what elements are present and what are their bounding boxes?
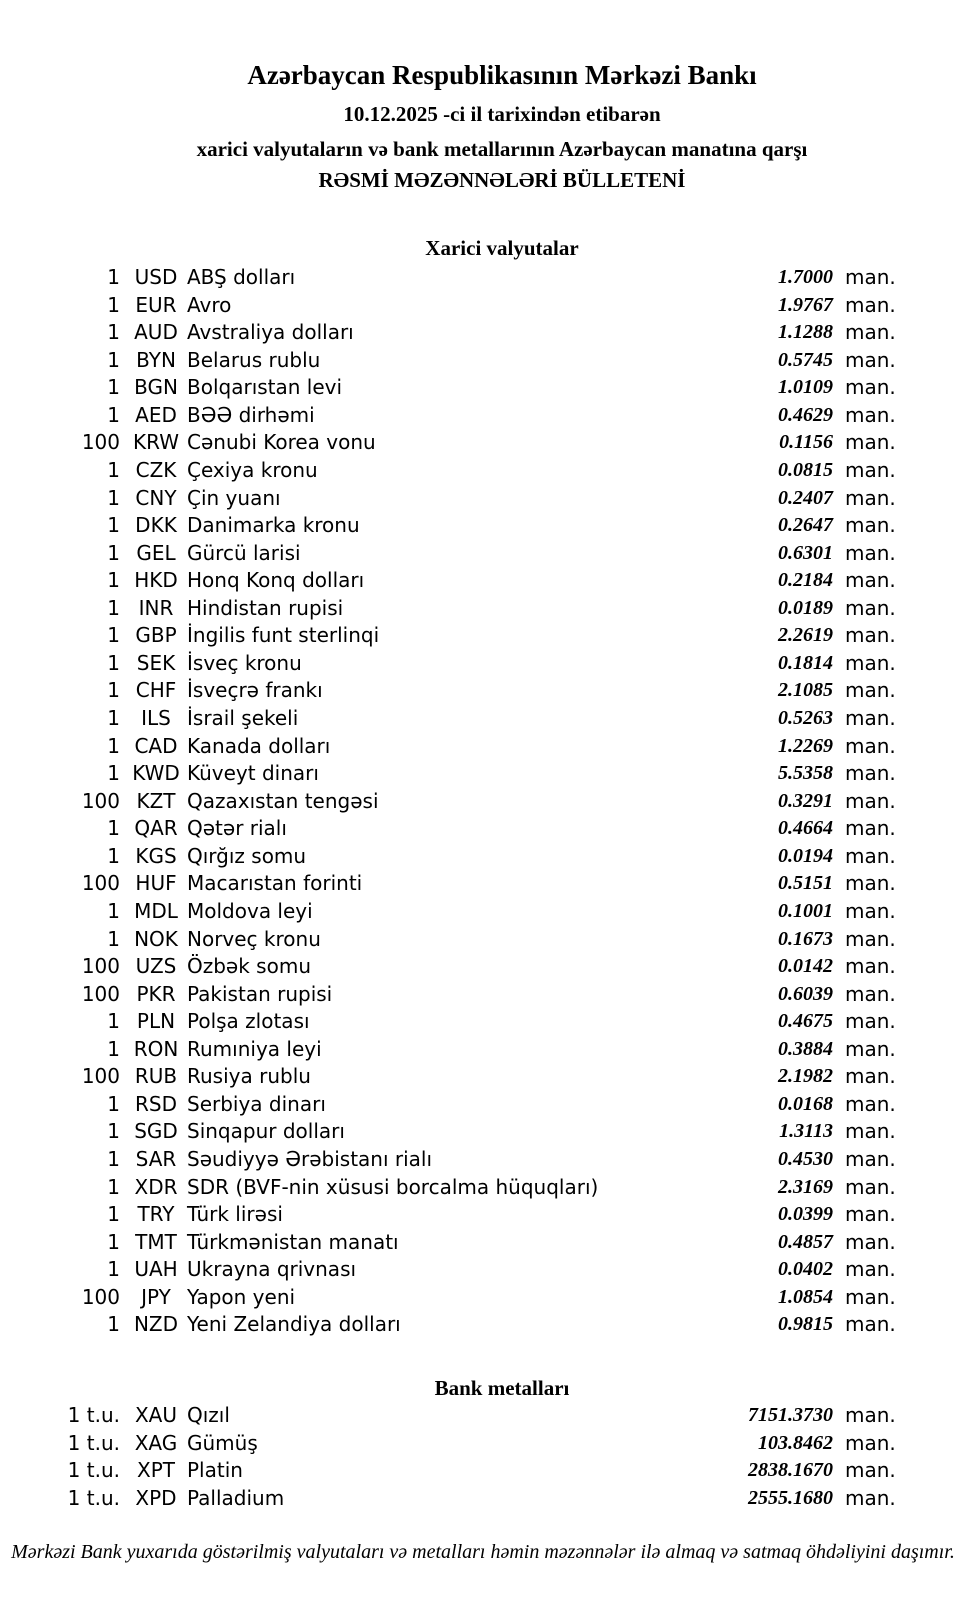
rate-value: 0.2647 bbox=[778, 514, 833, 537]
quantity-value: 100 bbox=[81, 1064, 120, 1089]
manat-unit-label: man. bbox=[845, 926, 896, 951]
currency-name: Yapon yeni bbox=[187, 1284, 296, 1309]
manat-unit-label: man. bbox=[845, 1312, 896, 1337]
rate-value: 0.4857 bbox=[778, 1230, 833, 1253]
quantity-value: 1 bbox=[107, 1174, 120, 1199]
currency-code: KRW bbox=[133, 430, 179, 455]
rate-value: 2.1085 bbox=[778, 679, 833, 702]
currency-code: EUR bbox=[135, 292, 177, 317]
currency-code: XAG bbox=[134, 1430, 178, 1455]
currency-code: XDR bbox=[134, 1174, 178, 1199]
currency-name: Qətər rialı bbox=[187, 816, 287, 841]
rate-value: 0.0815 bbox=[778, 458, 833, 481]
currencies-section-heading: Xarici valyutalar bbox=[425, 236, 579, 260]
currency-name: Honq Konq dolları bbox=[187, 568, 365, 593]
table-row bbox=[0, 1457, 966, 1485]
currency-code: BYN bbox=[136, 347, 176, 372]
currency-name: Gümüş bbox=[187, 1430, 258, 1455]
currency-name: Küveyt dinarı bbox=[187, 761, 319, 786]
currency-name: Çexiya kronu bbox=[187, 457, 318, 482]
currency-name: Cənubi Korea vonu bbox=[187, 430, 376, 455]
quantity-value: 100 bbox=[81, 981, 120, 1006]
rate-value: 0.0189 bbox=[778, 596, 833, 619]
rate-value: 0.0399 bbox=[778, 1203, 833, 1226]
quantity-value: 1 bbox=[107, 843, 120, 868]
currency-name: Qızıl bbox=[187, 1403, 230, 1427]
table-row bbox=[0, 677, 966, 705]
manat-unit-label: man. bbox=[845, 1458, 896, 1482]
table-row bbox=[0, 650, 966, 678]
rate-value: 0.1673 bbox=[778, 927, 833, 950]
quantity-value: 1 t.u. bbox=[67, 1458, 120, 1482]
rate-value: 2.3169 bbox=[778, 1175, 833, 1198]
manat-unit-label: man. bbox=[845, 1147, 896, 1171]
rate-value: 0.3884 bbox=[778, 1037, 833, 1060]
manat-unit-label: man. bbox=[845, 898, 896, 923]
currency-code: TRY bbox=[137, 1202, 175, 1227]
manat-unit-label: man. bbox=[845, 843, 896, 868]
table-row bbox=[0, 1430, 966, 1458]
quantity-value: 1 bbox=[107, 733, 120, 758]
currency-name: Bolqarıstan levi bbox=[187, 375, 343, 400]
manat-unit-label: man. bbox=[845, 1257, 896, 1282]
quantity-value: 1 bbox=[107, 485, 120, 510]
quantity-value: 1 bbox=[107, 926, 120, 951]
rate-value: 2838.1670 bbox=[748, 1459, 833, 1481]
manat-unit-label: man. bbox=[845, 1485, 896, 1510]
manat-unit-label: man. bbox=[845, 513, 896, 538]
quantity-value: 1 bbox=[107, 1119, 120, 1144]
currency-name: Pakistan rupisi bbox=[187, 981, 333, 1006]
currency-name: İngilis funt sterlinqi bbox=[187, 623, 380, 648]
manat-unit-label: man. bbox=[845, 678, 896, 703]
manat-unit-label: man. bbox=[845, 788, 896, 813]
currency-code: TMT bbox=[135, 1229, 177, 1254]
currency-code: NOK bbox=[134, 926, 178, 951]
table-row bbox=[0, 512, 966, 540]
rate-value: 1.7000 bbox=[778, 266, 833, 288]
quantity-value: 100 bbox=[81, 788, 120, 813]
currency-name: SDR (BVF-nin xüsusi borcalma hüquqları) bbox=[187, 1174, 599, 1199]
currency-code: HUF bbox=[135, 871, 177, 896]
currency-code: RSD bbox=[135, 1091, 177, 1116]
bulletin-title: RƏSMİ MƏZƏNNƏLƏRİ BÜLLETENİ bbox=[318, 168, 686, 192]
currency-code: KZT bbox=[136, 788, 176, 813]
table-row bbox=[0, 1284, 966, 1312]
rate-value: 1.0109 bbox=[778, 376, 833, 399]
manat-unit-label: man. bbox=[845, 485, 896, 510]
rate-value: 0.9815 bbox=[778, 1313, 833, 1336]
quantity-value: 1 bbox=[107, 1147, 120, 1171]
manat-unit-label: man. bbox=[845, 1064, 896, 1089]
table-row bbox=[0, 457, 966, 485]
quantity-value: 1 bbox=[107, 540, 120, 565]
quantity-value: 1 bbox=[107, 678, 120, 703]
currency-code: MDL bbox=[134, 898, 178, 923]
currency-name: Türk lirəsi bbox=[187, 1202, 283, 1227]
currency-code: XPD bbox=[135, 1485, 177, 1510]
rate-value: 1.0854 bbox=[778, 1285, 833, 1308]
manat-unit-label: man. bbox=[845, 1403, 896, 1427]
quantity-value: 100 bbox=[81, 1284, 120, 1309]
rate-value: 0.4629 bbox=[778, 403, 833, 426]
manat-unit-label: man. bbox=[845, 1009, 896, 1034]
quantity-value: 1 bbox=[107, 375, 120, 400]
rate-value: 1.9767 bbox=[778, 293, 833, 316]
quantity-value: 1 bbox=[107, 292, 120, 317]
table-row bbox=[0, 374, 966, 402]
currency-code: KWD bbox=[132, 761, 180, 786]
rate-value: 0.6039 bbox=[778, 982, 833, 1005]
table-row bbox=[0, 953, 966, 981]
currency-name: Özbək somu bbox=[187, 954, 311, 979]
currency-code: DKK bbox=[135, 513, 177, 538]
quantity-value: 1 bbox=[107, 1009, 120, 1034]
manat-unit-label: man. bbox=[845, 375, 896, 400]
currency-code: QAR bbox=[134, 816, 178, 841]
currency-code: GBP bbox=[135, 623, 177, 648]
manat-unit-label: man. bbox=[845, 650, 896, 675]
currency-code: AED bbox=[135, 402, 177, 427]
currency-code: RUB bbox=[134, 1064, 178, 1089]
rate-value: 0.1001 bbox=[778, 899, 833, 922]
currency-code: CHF bbox=[135, 678, 177, 703]
rate-value: 1.1288 bbox=[778, 321, 833, 344]
currency-name: Sinqapur dolları bbox=[187, 1119, 345, 1144]
currency-name: Danimarka kronu bbox=[187, 513, 360, 538]
rate-value: 0.4675 bbox=[778, 1010, 833, 1033]
rate-value: 0.2184 bbox=[778, 569, 833, 592]
rate-value: 0.2407 bbox=[778, 486, 833, 509]
currency-name: Polşa zlotası bbox=[187, 1009, 310, 1034]
quantity-value: 1 bbox=[107, 1091, 120, 1116]
table-row bbox=[0, 815, 966, 843]
table-row bbox=[0, 1256, 966, 1284]
quantity-value: 1 bbox=[107, 320, 120, 345]
currency-name: Belarus rublu bbox=[187, 347, 321, 372]
rate-value: 0.6301 bbox=[778, 541, 833, 564]
currency-code: PKR bbox=[136, 981, 176, 1006]
rate-value: 0.5745 bbox=[778, 348, 833, 371]
rate-value: 0.3291 bbox=[778, 789, 833, 812]
rate-value: 0.5151 bbox=[778, 872, 833, 895]
footer-disclaimer: Mərkəzi Bank yuxarıda göstərilmiş valyutaları və metalları həmin məzənnələr ilə almaq və satmaq öhdəliyini daşımır. bbox=[11, 1541, 955, 1563]
rate-value: 0.0142 bbox=[778, 955, 833, 978]
quantity-value: 1 t.u. bbox=[67, 1485, 120, 1510]
quantity-value: 1 bbox=[107, 457, 120, 482]
currency-code: ILS bbox=[141, 706, 171, 730]
quantity-value: 1 bbox=[107, 706, 120, 730]
manat-unit-label: man. bbox=[845, 761, 896, 786]
currency-name: Rusiya rublu bbox=[187, 1064, 311, 1089]
currency-code: AUD bbox=[134, 320, 178, 345]
table-row bbox=[0, 1091, 966, 1119]
quantity-value: 1 bbox=[107, 1312, 120, 1337]
currency-name: ABŞ dolları bbox=[187, 265, 296, 289]
manat-unit-label: man. bbox=[845, 816, 896, 841]
quantity-value: 1 bbox=[107, 402, 120, 427]
table-row bbox=[0, 733, 966, 761]
quantity-value: 1 bbox=[107, 816, 120, 841]
currency-name: Palladium bbox=[187, 1485, 285, 1510]
rate-value: 5.5358 bbox=[778, 762, 833, 785]
manat-unit-label: man. bbox=[845, 706, 896, 730]
manat-unit-label: man. bbox=[845, 540, 896, 565]
currency-name: Platin bbox=[187, 1458, 243, 1482]
table-row bbox=[0, 705, 966, 733]
quantity-value: 1 bbox=[107, 513, 120, 538]
table-row bbox=[0, 622, 966, 650]
effective-date-line: 10.12.2025 -ci il tarixindən etibarən bbox=[343, 102, 661, 126]
table-row bbox=[0, 1174, 966, 1202]
table-row bbox=[0, 1036, 966, 1064]
currency-code: SGD bbox=[134, 1119, 178, 1144]
currency-code: CZK bbox=[135, 457, 177, 482]
table-row bbox=[0, 567, 966, 595]
currency-name: İsveç kronu bbox=[187, 650, 302, 675]
currency-code: CNY bbox=[135, 485, 177, 510]
table-row bbox=[0, 402, 966, 430]
currency-code: BGN bbox=[134, 375, 178, 400]
currencies-table bbox=[0, 264, 966, 1339]
table-row bbox=[0, 843, 966, 871]
quantity-value: 1 bbox=[107, 1229, 120, 1254]
quantity-value: 1 bbox=[107, 761, 120, 786]
quantity-value: 100 bbox=[81, 954, 120, 979]
rate-value: 0.5263 bbox=[778, 707, 833, 729]
currency-name: BƏƏ dirhəmi bbox=[187, 402, 315, 427]
manat-unit-label: man. bbox=[845, 1202, 896, 1227]
rate-value: 2.2619 bbox=[778, 624, 833, 647]
manat-unit-label: man. bbox=[845, 1119, 896, 1144]
currency-code: PLN bbox=[136, 1009, 176, 1034]
quantity-value: 100 bbox=[81, 430, 120, 455]
table-row bbox=[0, 1201, 966, 1229]
currency-name: İsrail şekeli bbox=[187, 706, 299, 730]
currency-name: Avro bbox=[187, 292, 232, 317]
manat-unit-label: man. bbox=[845, 623, 896, 648]
currency-name: Moldova leyi bbox=[187, 898, 313, 923]
rate-value: 0.1156 bbox=[779, 431, 833, 454]
quantity-value: 1 bbox=[107, 1036, 120, 1061]
table-row bbox=[0, 1146, 966, 1174]
manat-unit-label: man. bbox=[845, 568, 896, 593]
table-row bbox=[0, 870, 966, 898]
rate-value: 1.3113 bbox=[779, 1120, 833, 1143]
currency-name: Ukrayna qrivnası bbox=[187, 1257, 357, 1282]
manat-unit-label: man. bbox=[845, 954, 896, 979]
metals-table bbox=[0, 1402, 966, 1512]
currency-name: Avstraliya dolları bbox=[187, 320, 354, 345]
manat-unit-label: man. bbox=[845, 1229, 896, 1254]
table-row bbox=[0, 347, 966, 375]
rate-value: 0.4664 bbox=[778, 817, 833, 840]
currency-name: İsveçrə frankı bbox=[187, 678, 323, 703]
currency-name: Çin yuanı bbox=[187, 485, 281, 510]
manat-unit-label: man. bbox=[845, 320, 896, 345]
table-row bbox=[0, 788, 966, 816]
manat-unit-label: man. bbox=[845, 265, 896, 289]
currency-name: Səudiyyə Ərəbistanı rialı bbox=[187, 1147, 433, 1171]
manat-unit-label: man. bbox=[845, 1174, 896, 1199]
currency-code: SEK bbox=[136, 650, 176, 675]
rate-value: 0.4530 bbox=[778, 1148, 833, 1170]
rate-value: 7151.3730 bbox=[748, 1404, 833, 1426]
currency-code: HKD bbox=[134, 568, 178, 593]
manat-unit-label: man. bbox=[845, 402, 896, 427]
manat-unit-label: man. bbox=[845, 1036, 896, 1061]
manat-unit-label: man. bbox=[845, 595, 896, 620]
quantity-value: 1 t.u. bbox=[67, 1430, 120, 1455]
table-row bbox=[0, 1229, 966, 1257]
table-row bbox=[0, 760, 966, 788]
currency-name: Gürcü larisi bbox=[187, 540, 301, 565]
table-row bbox=[0, 926, 966, 954]
manat-unit-label: man. bbox=[845, 733, 896, 758]
table-row bbox=[0, 595, 966, 623]
manat-unit-label: man. bbox=[845, 292, 896, 317]
currency-code: RON bbox=[133, 1036, 179, 1061]
table-row bbox=[0, 1008, 966, 1036]
quantity-value: 1 bbox=[107, 898, 120, 923]
currency-code: CAD bbox=[134, 733, 178, 758]
rate-value: 2.1982 bbox=[778, 1065, 833, 1088]
table-row bbox=[0, 1311, 966, 1339]
table-row bbox=[0, 1118, 966, 1146]
currency-name: Türkmənistan manatı bbox=[187, 1229, 399, 1254]
quantity-value: 1 bbox=[107, 1257, 120, 1282]
table-row bbox=[0, 319, 966, 347]
currency-name: Yeni Zelandiya dolları bbox=[187, 1312, 401, 1337]
table-row bbox=[0, 429, 966, 457]
rate-value: 0.0194 bbox=[778, 844, 833, 867]
currency-code: INR bbox=[138, 595, 174, 620]
currency-code: GEL bbox=[136, 540, 176, 565]
manat-unit-label: man. bbox=[845, 1430, 896, 1455]
table-row bbox=[0, 898, 966, 926]
currency-name: Hindistan rupisi bbox=[187, 595, 344, 620]
currency-code: SAR bbox=[135, 1147, 177, 1171]
manat-unit-label: man. bbox=[845, 981, 896, 1006]
currency-name: Rumıniya leyi bbox=[187, 1036, 322, 1061]
currency-code: USD bbox=[134, 265, 178, 289]
currency-code: XAU bbox=[134, 1403, 178, 1427]
currency-name: Qırğız somu bbox=[187, 843, 307, 868]
table-row bbox=[0, 981, 966, 1009]
rate-value: 1.2269 bbox=[778, 734, 833, 757]
table-row bbox=[0, 1063, 966, 1091]
manat-unit-label: man. bbox=[845, 457, 896, 482]
currency-code: KGS bbox=[135, 843, 177, 868]
currency-name: Macarıstan forinti bbox=[187, 871, 363, 896]
quantity-value: 1 bbox=[107, 1202, 120, 1227]
subtitle-line: xarici valyutaların və bank metallarının Azərbaycan manatına qarşı bbox=[196, 137, 808, 161]
manat-unit-label: man. bbox=[845, 347, 896, 372]
table-row bbox=[0, 264, 966, 292]
currency-code: JPY bbox=[141, 1284, 171, 1309]
manat-unit-label: man. bbox=[845, 1284, 896, 1309]
quantity-value: 1 bbox=[107, 595, 120, 620]
rate-value: 0.1814 bbox=[778, 651, 833, 674]
quantity-value: 1 t.u. bbox=[67, 1403, 120, 1427]
table-row bbox=[0, 540, 966, 568]
rate-value: 0.0168 bbox=[778, 1092, 833, 1115]
currency-name: Qazaxıstan tengəsi bbox=[187, 788, 379, 813]
quantity-value: 100 bbox=[81, 871, 120, 896]
currency-name: Kanada dolları bbox=[187, 733, 331, 758]
manat-unit-label: man. bbox=[845, 871, 896, 896]
currency-name: Norveç kronu bbox=[187, 926, 321, 951]
currency-code: UZS bbox=[135, 954, 177, 979]
table-row bbox=[0, 1402, 966, 1430]
quantity-value: 1 bbox=[107, 265, 120, 289]
currency-code: UAH bbox=[134, 1257, 178, 1282]
quantity-value: 1 bbox=[107, 347, 120, 372]
currency-code: NZD bbox=[133, 1312, 179, 1337]
table-row bbox=[0, 485, 966, 513]
manat-unit-label: man. bbox=[845, 430, 896, 455]
currency-code: XPT bbox=[137, 1458, 175, 1482]
currency-name: Serbiya dinarı bbox=[187, 1091, 326, 1116]
metals-section-heading: Bank metalları bbox=[434, 1376, 570, 1400]
page-title: Azərbaycan Respublikasının Mərkəzi Bankı bbox=[247, 60, 757, 90]
rate-value: 0.0402 bbox=[778, 1258, 833, 1281]
manat-unit-label: man. bbox=[845, 1091, 896, 1116]
quantity-value: 1 bbox=[107, 623, 120, 648]
rate-value: 103.8462 bbox=[758, 1431, 833, 1454]
rate-value: 2555.1680 bbox=[748, 1486, 833, 1509]
quantity-value: 1 bbox=[107, 650, 120, 675]
table-row bbox=[0, 1485, 966, 1513]
table-row bbox=[0, 292, 966, 320]
quantity-value: 1 bbox=[107, 568, 120, 593]
